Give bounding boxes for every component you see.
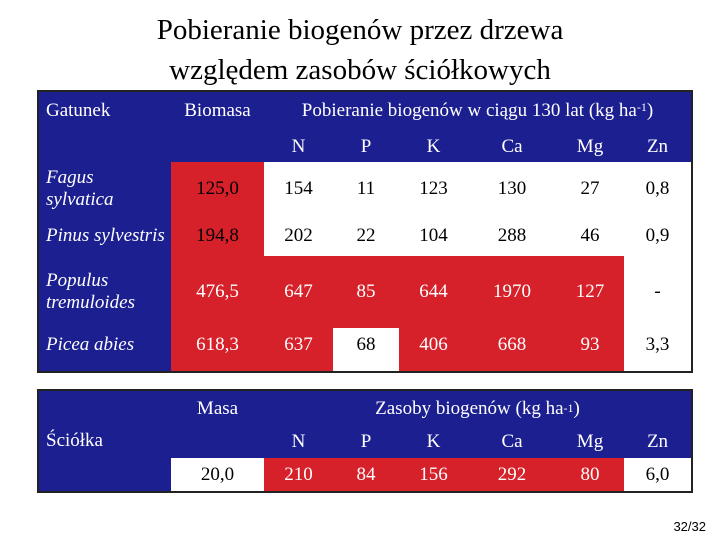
biomass-cell: 476,5 bbox=[171, 256, 264, 328]
biomass-cell: 618,3 bbox=[171, 328, 264, 371]
value-cell: 27 bbox=[556, 162, 624, 216]
value-cell: 644 bbox=[399, 256, 468, 328]
title-line-1: Pobieranie biogenów przez drzewa bbox=[156, 14, 564, 46]
value-cell: 11 bbox=[333, 162, 399, 216]
value-cell: 406 bbox=[399, 328, 468, 371]
value-cell: 0,8 bbox=[624, 162, 691, 216]
element-header: Zn bbox=[624, 426, 691, 458]
stock-value-cell: 6,0 bbox=[624, 458, 691, 491]
species-cell: Picea abies bbox=[39, 328, 171, 371]
stock-value-cell: 292 bbox=[468, 458, 556, 491]
value-cell: 637 bbox=[264, 328, 333, 371]
element-header: K bbox=[399, 426, 468, 458]
element-header: K bbox=[399, 132, 468, 162]
header-mass: Masa bbox=[171, 391, 264, 426]
value-cell: 3,3 bbox=[624, 328, 691, 371]
element-header: N bbox=[264, 426, 333, 458]
element-header: Ca bbox=[468, 426, 556, 458]
header-uptake-exponent: -1 bbox=[636, 100, 647, 114]
value-cell: 154 bbox=[264, 162, 333, 216]
litter-mass-cell: 20,0 bbox=[171, 458, 264, 491]
subheader-spacer bbox=[39, 132, 264, 162]
value-cell: 22 bbox=[333, 216, 399, 256]
value-cell: 130 bbox=[468, 162, 556, 216]
element-header: Ca bbox=[468, 132, 556, 162]
header-stock bbox=[264, 391, 691, 426]
stock-value-cell: 156 bbox=[399, 458, 468, 491]
element-header: N bbox=[264, 132, 333, 162]
title-line-2: względem zasobów ściółkowych bbox=[169, 54, 551, 86]
value-cell: 0,9 bbox=[624, 216, 691, 256]
value-cell: 288 bbox=[468, 216, 556, 256]
stock-value-cell: 80 bbox=[556, 458, 624, 491]
species-cell: Pinus sylvestris bbox=[39, 216, 171, 256]
element-header: Mg bbox=[556, 426, 624, 458]
header-stock-exponent: -1 bbox=[563, 401, 574, 415]
value-cell: 202 bbox=[264, 216, 333, 256]
slide-title bbox=[0, 10, 720, 90]
value-cell: 647 bbox=[264, 256, 333, 328]
value-cell: - bbox=[624, 256, 691, 328]
value-cell: 104 bbox=[399, 216, 468, 256]
stock-value-cell: 210 bbox=[264, 458, 333, 491]
element-header: P bbox=[333, 132, 399, 162]
value-cell: 127 bbox=[556, 256, 624, 328]
value-cell: 1970 bbox=[468, 256, 556, 328]
species-cell: Populus tremuloides bbox=[39, 256, 171, 328]
value-cell: 68 bbox=[333, 328, 399, 371]
litter-label: Ściółka bbox=[39, 391, 171, 491]
header-stock-tail: ) bbox=[573, 397, 580, 419]
element-header: Mg bbox=[556, 132, 624, 162]
header-uptake-tail: ) bbox=[646, 100, 654, 121]
element-header: P bbox=[333, 426, 399, 458]
biomass-cell: 125,0 bbox=[171, 162, 264, 216]
species-cell: Fagus sylvatica bbox=[39, 162, 171, 216]
header-species: Gatunek bbox=[39, 92, 171, 132]
value-cell: 123 bbox=[399, 162, 468, 216]
biomass-cell: 194,8 bbox=[171, 216, 264, 256]
page-number: 32/32 bbox=[673, 519, 706, 534]
stock-value-cell: 84 bbox=[333, 458, 399, 491]
header-uptake bbox=[264, 92, 691, 132]
value-cell: 85 bbox=[333, 256, 399, 328]
header-biomass: Biomasa bbox=[171, 92, 264, 132]
element-header: Zn bbox=[624, 132, 691, 162]
header-stock-text: Zasoby biogenów (kg ha bbox=[375, 397, 564, 419]
mass-subheader-spacer bbox=[171, 426, 264, 458]
value-cell: 668 bbox=[468, 328, 556, 371]
header-uptake-text: Pobieranie biogenów w ciągu 130 lat (kg ha bbox=[301, 100, 637, 121]
value-cell: 93 bbox=[556, 328, 624, 371]
value-cell: 46 bbox=[556, 216, 624, 256]
